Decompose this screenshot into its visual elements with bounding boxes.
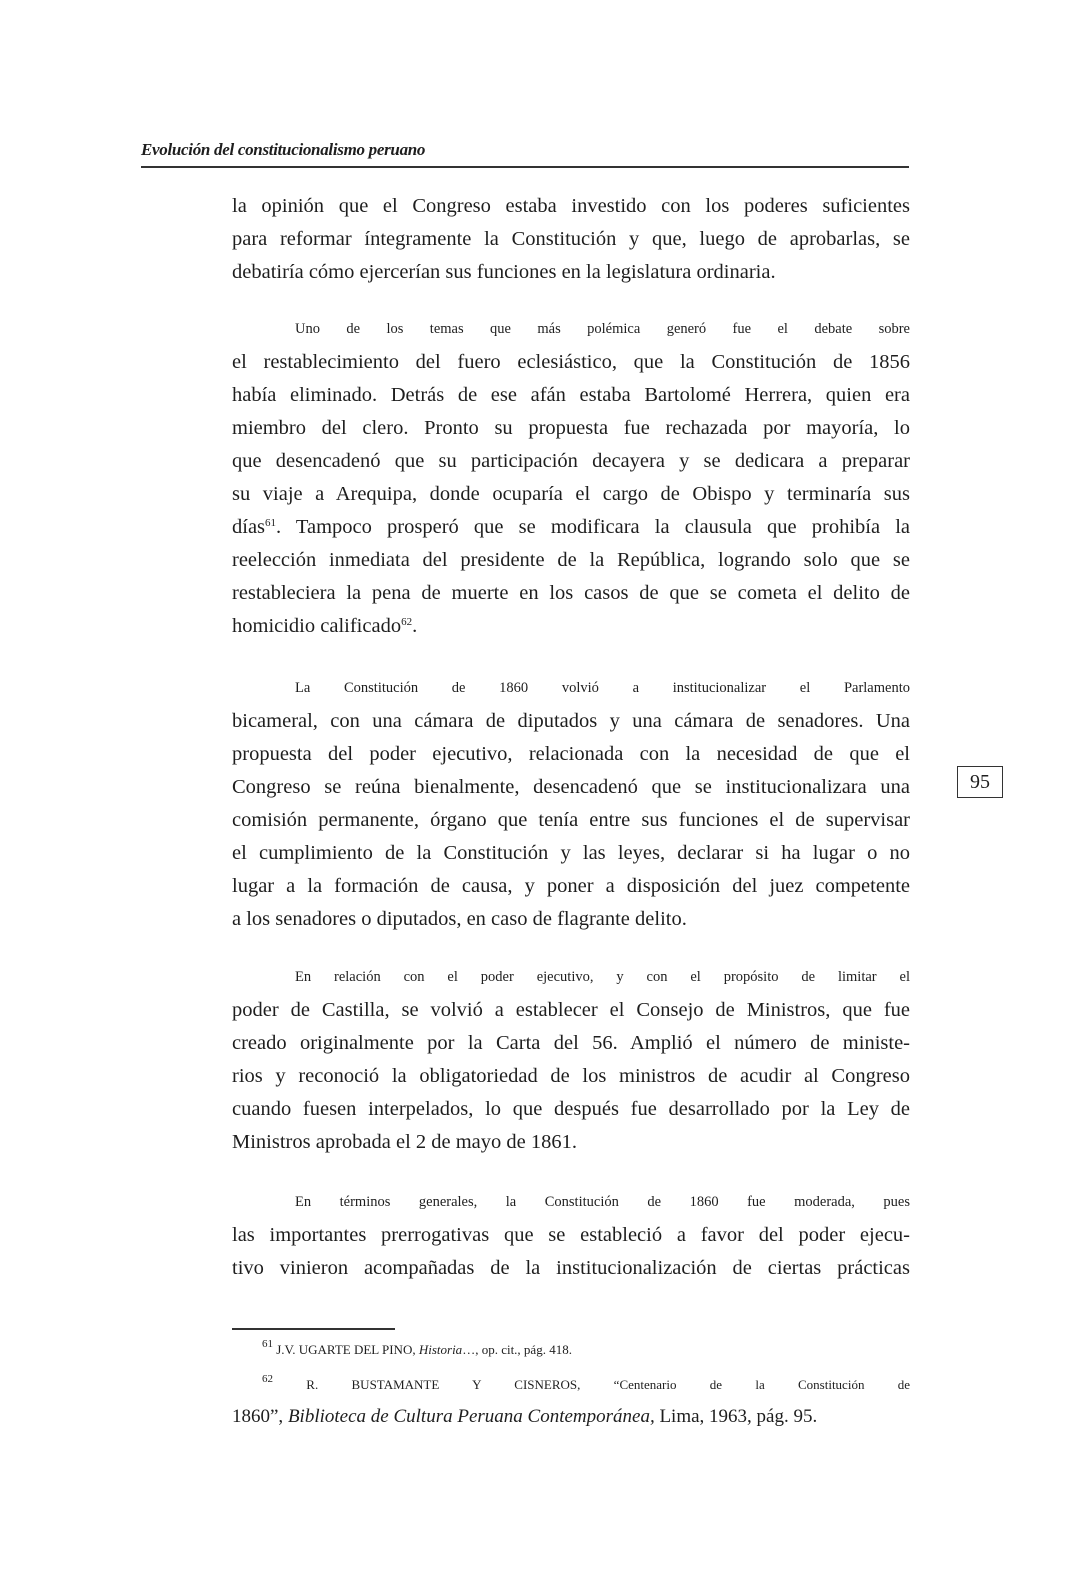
footnote-62 <box>232 1369 910 1433</box>
text-line: el restablecimiento del fuero eclesiástico, que la Constitución de 1856 <box>232 351 910 373</box>
text-run: 1860”, <box>232 1406 288 1427</box>
text-line: comisión permanente, órgano que tenía entre sus funciones el de supervisar <box>232 809 910 831</box>
header-rule <box>141 166 909 168</box>
footnote-line <box>232 1369 910 1401</box>
text-line <box>232 511 910 544</box>
footnote-line <box>232 1334 910 1366</box>
footnote-61 <box>232 1334 910 1366</box>
paragraph-2 <box>232 313 910 643</box>
text-line: había eliminado. Detrás de ese afán estaba Bartolomé Herrera, quien era <box>232 384 910 406</box>
footnote-rule <box>232 1328 395 1330</box>
text-run: . Tampoco prosperó que se modificara la clausula que prohibía la <box>276 516 910 538</box>
text-line: Uno de los temas que más polémica generó fue el debate sobre <box>295 321 910 337</box>
text-line: poder de Castilla, se volvió a establecer el Consejo de Ministros, que fue <box>232 999 910 1021</box>
paragraph-3 <box>232 672 910 936</box>
text-line: creado originalmente por la Carta del 56. Amplió el número de ministe- <box>232 1032 910 1054</box>
text-run: J.V. UGARTE DEL PINO, <box>276 1342 419 1357</box>
text-line: para reformar íntegramente la Constitución y que, luego de aprobarlas, se <box>232 228 910 250</box>
text-line: debatiría cómo ejercerían sus funciones en la legislatura ordinaria. <box>232 261 776 283</box>
text-line: su viaje a Arequipa, donde ocuparía el cargo de Obispo y terminaría sus <box>232 483 910 505</box>
text-line: lugar a la formación de causa, y poner a disposición del juez competente <box>232 875 910 897</box>
text-line: miembro del clero. Pronto su propuesta fue rechazada por mayoría, lo <box>232 417 910 439</box>
text-run: días <box>232 516 266 538</box>
footnote-number: 61 <box>262 1338 273 1350</box>
text-line: que desencadenó que su participación decayera y se dedicara a preparar <box>232 450 910 472</box>
text-line: rios y reconoció la obligatoriedad de los ministros de acudir al Congreso <box>232 1065 910 1087</box>
text-line: reelección inmediata del presidente de la República, logrando solo que se <box>232 549 910 571</box>
running-title: Evolución del constitucionalismo peruano <box>141 140 426 159</box>
text-run: R. BUSTAMANTE Y CISNEROS, “Centenario de la Constitución de <box>306 1377 910 1392</box>
text-line: Ministros aprobada el 2 de mayo de 1861. <box>232 1131 578 1153</box>
paragraph-5 <box>232 1186 910 1285</box>
text-line: La Constitución de 1860 volvió a institucionalizar el Parlamento <box>295 680 910 696</box>
footnote-number: 62 <box>262 1373 273 1385</box>
text-line: En relación con el poder ejecutivo, y con el propósito de limitar el <box>295 969 910 985</box>
text-line: restableciera la pena de muerte en los casos de que se cometa el delito de <box>232 582 910 604</box>
text-run: Lima, 1963, pág. 95. <box>654 1406 818 1427</box>
footnote-line <box>232 1401 910 1433</box>
text-run: homicidio calificado <box>232 615 402 637</box>
text-line: cuando fuesen interpelados, lo que después fue desarrollado por la Ley de <box>232 1098 910 1120</box>
page-number: 95 <box>957 766 1003 798</box>
text-run: …, op. cit., pág. 418. <box>462 1342 572 1357</box>
text-line: En términos generales, la Constitución de 1860 fue moderada, pues <box>295 1194 910 1210</box>
text-run: . <box>412 615 418 637</box>
footnote-reference: 61 <box>265 517 277 529</box>
text-line: bicameral, con una cámara de diputados y una cámara de senadores. Una <box>232 710 910 732</box>
text-line: tivo vinieron acompañadas de la institucionalización de ciertas prácticas <box>232 1257 910 1279</box>
text-line: la opinión que el Congreso estaba investido con los poderes suficientes <box>232 195 910 217</box>
paragraph-1 <box>232 190 910 289</box>
text-line: el cumplimiento de la Constitución y las leyes, declarar si ha lugar o no <box>232 842 910 864</box>
footnote-reference: 62 <box>401 616 413 628</box>
italic-title: Historia <box>418 1342 463 1357</box>
text-line: Congreso se reúna bienalmente, desencadenó que se institucionalizara una <box>232 776 910 798</box>
text-line: las importantes prerrogativas que se estableció a favor del poder ejecu- <box>232 1224 910 1246</box>
text-line <box>232 610 910 643</box>
paragraph-4 <box>232 961 910 1159</box>
text-line: propuesta del poder ejecutivo, relacionada con la necesidad de que el <box>232 743 910 765</box>
text-line: a los senadores o diputados, en caso de flagrante delito. <box>232 908 687 930</box>
italic-title: Biblioteca de Cultura Peruana Contemporánea, <box>287 1406 655 1427</box>
